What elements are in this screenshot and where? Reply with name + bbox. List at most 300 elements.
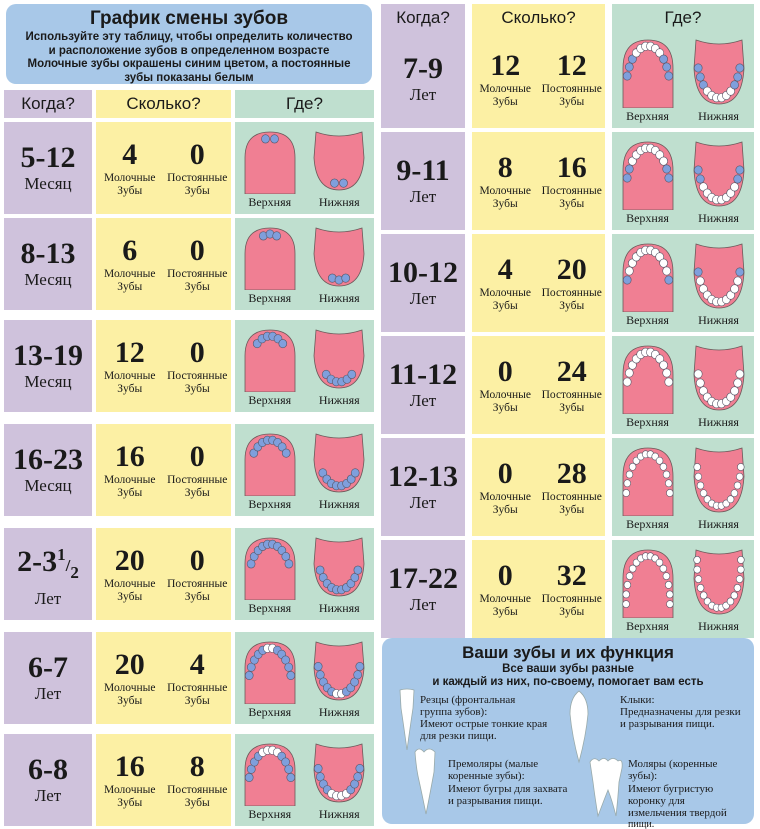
- permanent-teeth-count-label: Постоянные Зубы: [167, 578, 228, 603]
- permanent-tooth: [735, 370, 743, 378]
- canines-text: Предназначены для резки: [620, 706, 741, 718]
- molar-tooth-icon: [586, 756, 626, 818]
- molars-text: коронку для: [628, 795, 685, 807]
- upper-jaw-label: Верхняя: [248, 705, 292, 719]
- milk-teeth-count-label: Молочные Зубы: [479, 593, 531, 618]
- permanent-tooth: [730, 183, 738, 191]
- stage-age-value: 12-13: [388, 460, 458, 493]
- molars-text: пищи.: [628, 819, 655, 829]
- permanent-tooth: [662, 369, 670, 377]
- upper-jaw-diagram: [241, 430, 299, 496]
- permanent-teeth-count: 20: [556, 253, 587, 286]
- stage-age-cell: [381, 234, 465, 332]
- lower-jaw-diagram: [310, 128, 368, 194]
- permanent-tooth: [659, 259, 667, 267]
- lower-jaw-diagram: [310, 534, 368, 600]
- milk-tooth: [284, 663, 292, 671]
- molars-text: зубы):: [628, 770, 658, 782]
- upper-jaw-label: Верхняя: [248, 807, 292, 821]
- lower-jaw-diagram: [690, 342, 748, 414]
- stage-count-cell: [96, 734, 231, 826]
- stage-age: [13, 444, 83, 476]
- milk-tooth: [696, 175, 704, 183]
- stage-age-unit: Лет: [409, 187, 437, 206]
- permanent-teeth-count: 0: [189, 234, 205, 267]
- stage-age-unit: Лет: [409, 493, 437, 512]
- stage-age-cell: [381, 30, 465, 128]
- permanent-tooth: [697, 584, 704, 591]
- subtitle-line: зубы показаны белым: [124, 71, 254, 84]
- permanent-tooth: [693, 556, 700, 563]
- milk-tooth: [314, 662, 322, 670]
- page-title: График смены зубов: [89, 8, 289, 29]
- stage-age: [21, 142, 76, 174]
- milk-tooth: [662, 165, 670, 173]
- milk-tooth: [287, 671, 295, 679]
- stage-age-fraction-num: 1: [57, 545, 66, 564]
- permanent-tooth: [693, 566, 700, 573]
- upper-jaw: [619, 240, 677, 327]
- stage-age-cell: [381, 540, 465, 638]
- milk-teeth-count: 16: [114, 440, 145, 473]
- milk-tooth: [625, 63, 633, 71]
- lower-jaw-diagram: [310, 740, 368, 806]
- header-when-left: Когда?: [4, 90, 92, 118]
- permanent-tooth: [731, 490, 738, 497]
- upper-jaw-label: Верхняя: [626, 619, 669, 633]
- lower-jaw: [310, 740, 368, 821]
- header-count-left: Сколько?: [96, 90, 231, 118]
- permanent-teeth-count-label: Постоянные Зубы: [541, 185, 602, 210]
- permanent-teeth-count: 0: [189, 544, 205, 577]
- stage-age: [28, 754, 68, 786]
- stage-where-cell: [612, 234, 754, 332]
- permanent-tooth: [659, 361, 667, 369]
- permanent-teeth-count: 0: [189, 440, 205, 473]
- lower-jaw: [310, 638, 368, 719]
- stage-age-cell: [4, 632, 92, 724]
- permanent-teeth-count: 16: [556, 151, 587, 184]
- milk-tooth: [351, 469, 359, 477]
- stage-where-cell: [235, 632, 374, 724]
- stage-age-unit: Месяц: [24, 174, 72, 193]
- milk-tooth: [331, 179, 339, 187]
- upper-jaw: [241, 534, 299, 615]
- stage-age-unit: Лет: [409, 391, 437, 410]
- lower-jaw-diagram: [310, 638, 368, 704]
- upper-jaw: [241, 326, 299, 407]
- milk-tooth: [664, 72, 672, 80]
- milk-teeth-count-label: Молочные Зубы: [479, 389, 531, 414]
- stage-age-value: 16-23: [13, 443, 83, 476]
- milk-tooth: [735, 166, 743, 174]
- lower-jaw-label: Нижняя: [698, 211, 739, 225]
- lower-jaw: [690, 138, 748, 225]
- milk-teeth-count-label: Молочные Зубы: [104, 784, 156, 809]
- lower-jaw: [310, 534, 368, 615]
- molars-text: Моляры (коренные: [628, 758, 718, 770]
- upper-jaw-label: Верхняя: [248, 601, 292, 615]
- milk-tooth: [623, 72, 631, 80]
- stage-where-cell: [235, 528, 374, 620]
- milk-tooth: [279, 339, 287, 347]
- stage-age: [388, 461, 458, 493]
- stage-where-cell: [612, 30, 754, 128]
- molars-text: Имеют бугристую: [628, 783, 714, 795]
- lower-jaw-diagram: [310, 326, 368, 392]
- milk-tooth: [735, 268, 743, 276]
- incisors-text: для резки пищи.: [420, 730, 497, 742]
- lower-jaw-diagram: [690, 36, 748, 108]
- milk-teeth-count: 20: [114, 544, 145, 577]
- milk-teeth-count-label: Молочные Зубы: [104, 172, 156, 197]
- upper-jaw: [619, 342, 677, 429]
- stage-count-cell: [472, 438, 605, 536]
- milk-teeth-count: 20: [114, 648, 145, 681]
- info-subtitle: Все ваши зубы разные: [502, 663, 634, 675]
- milk-tooth: [694, 64, 702, 72]
- permanent-tooth: [733, 379, 741, 387]
- milk-tooth: [733, 73, 741, 81]
- lower-jaw: [690, 444, 748, 531]
- premolars-text: коренные зубы):: [448, 770, 525, 782]
- permanent-teeth-count-label: Постоянные Зубы: [167, 172, 228, 197]
- permanent-teeth-count-label: Постоянные Зубы: [541, 287, 602, 312]
- stage-count-cell: [96, 218, 231, 310]
- lower-jaw-label: Нижняя: [318, 393, 360, 407]
- stage-age-value: 8-13: [20, 237, 76, 270]
- upper-jaw-label: Верхняя: [626, 109, 669, 123]
- permanent-tooth: [730, 285, 738, 293]
- stage-age-cell: [4, 122, 92, 214]
- permanent-tooth: [693, 463, 700, 470]
- milk-tooth: [735, 64, 743, 72]
- permanent-teeth-count: 12: [556, 49, 587, 82]
- permanent-tooth: [733, 277, 741, 285]
- permanent-tooth: [626, 573, 633, 580]
- stage-where-cell: [235, 320, 374, 412]
- stage-age: [28, 652, 68, 684]
- stage-count-cell: [96, 528, 231, 620]
- lower-jaw-diagram: [690, 138, 748, 210]
- milk-tooth: [356, 764, 364, 772]
- incisors-text: группа зубов):: [420, 706, 488, 718]
- permanent-tooth: [622, 489, 629, 496]
- incisors-text: Резцы (фронтальная: [420, 694, 516, 706]
- milk-tooth: [287, 773, 295, 781]
- lower-jaw-label: Нижняя: [698, 415, 739, 429]
- upper-jaw-diagram: [619, 240, 677, 312]
- milk-tooth: [694, 166, 702, 174]
- permanent-teeth-count: 28: [556, 457, 587, 490]
- stage-age-value: 17-22: [388, 562, 458, 595]
- upper-jaw-label: Верхняя: [626, 517, 669, 531]
- lower-jaw: [690, 342, 748, 429]
- permanent-tooth: [659, 565, 666, 572]
- permanent-tooth: [624, 581, 631, 588]
- upper-jaw-label: Верхняя: [248, 195, 292, 209]
- stage-age: [388, 257, 458, 289]
- stage-count-cell: [96, 122, 231, 214]
- upper-jaw-diagram: [241, 534, 299, 600]
- stage-age-fraction-den: 2: [70, 563, 79, 582]
- upper-jaw-diagram: [619, 342, 677, 414]
- milk-tooth: [261, 135, 269, 143]
- permanent-tooth: [695, 576, 702, 583]
- lower-jaw-label: Нижняя: [698, 109, 739, 123]
- stage-count-cell: [472, 234, 605, 332]
- milk-tooth: [348, 370, 356, 378]
- upper-jaw-label: Верхняя: [626, 415, 669, 429]
- lower-jaw-diagram: [690, 444, 748, 516]
- milk-tooth: [340, 179, 348, 187]
- milk-tooth: [354, 773, 362, 781]
- stage-count-cell: [96, 424, 231, 516]
- lower-jaw-label: Нижняя: [318, 705, 360, 719]
- permanent-tooth: [694, 473, 701, 480]
- stage-age-cell: [4, 218, 92, 310]
- permanent-tooth: [663, 573, 670, 580]
- stage-where-cell: [612, 336, 754, 434]
- header-when-right: Когда?: [381, 4, 465, 32]
- header-count-right: Сколько?: [472, 4, 605, 32]
- milk-teeth-count: 4: [497, 253, 513, 286]
- stage-age-cell: [4, 528, 92, 620]
- permanent-tooth: [737, 566, 744, 573]
- permanent-tooth: [730, 387, 738, 395]
- stage-age: [403, 53, 443, 85]
- permanent-tooth: [622, 601, 629, 608]
- milk-tooth: [284, 765, 292, 773]
- canines-text: Клыки:: [620, 694, 655, 706]
- stage-age-cell: [4, 320, 92, 412]
- milk-teeth-count: 0: [497, 559, 513, 592]
- stage-where-cell: [612, 132, 754, 230]
- lower-jaw-label: Нижняя: [698, 517, 739, 531]
- stage-count-cell: [472, 30, 605, 128]
- upper-jaw-diagram: [241, 128, 299, 194]
- stage-age-cell: [381, 336, 465, 434]
- stage-where-cell: [235, 734, 374, 826]
- upper-jaw: [619, 36, 677, 123]
- upper-jaw-diagram: [241, 326, 299, 392]
- permanent-teeth-count: 0: [189, 336, 205, 369]
- upper-jaw-diagram: [241, 638, 299, 704]
- subtitle-line: Используйте эту таблицу, чтобы определить количество: [25, 31, 353, 43]
- permanent-tooth: [660, 463, 667, 470]
- upper-jaw-diagram: [619, 444, 677, 516]
- upper-jaw-diagram: [619, 546, 677, 618]
- stage-age-value: 7-9: [403, 52, 443, 85]
- stage-where-cell: [612, 540, 754, 638]
- upper-jaw-label: Верхняя: [248, 497, 292, 511]
- upper-jaw-label: Верхняя: [248, 291, 292, 305]
- milk-tooth: [354, 566, 362, 574]
- stage-age-unit: Месяц: [24, 372, 72, 391]
- milk-tooth: [342, 274, 350, 282]
- permanent-tooth: [736, 576, 743, 583]
- permanent-teeth-count-label: Постоянные Зубы: [167, 268, 228, 293]
- lower-jaw-label: Нижняя: [318, 291, 360, 305]
- milk-tooth: [245, 671, 253, 679]
- upper-jaw: [241, 224, 299, 305]
- stage-count-cell: [96, 632, 231, 724]
- upper-jaw-label: Верхняя: [626, 313, 669, 327]
- upper-jaw-diagram: [241, 740, 299, 806]
- stage-age-unit: Месяц: [24, 476, 72, 495]
- lower-jaw: [310, 224, 368, 305]
- upper-jaw-label: Верхняя: [248, 393, 292, 407]
- stage-count-cell: [472, 336, 605, 434]
- milk-tooth: [356, 662, 364, 670]
- info-subtitle: и каждый из них, по-своему, помогает вам есть: [432, 676, 704, 688]
- lower-jaw-label: Нижняя: [318, 497, 360, 511]
- permanent-tooth: [730, 592, 737, 599]
- stage-age-value: 5-12: [20, 141, 76, 174]
- permanent-tooth: [666, 601, 673, 608]
- permanent-teeth-count: 8: [189, 750, 205, 783]
- premolars-text: Премоляры (малые: [448, 758, 539, 770]
- lower-jaw: [310, 326, 368, 407]
- lower-jaw: [690, 240, 748, 327]
- milk-tooth: [733, 175, 741, 183]
- milk-teeth-count-label: Молочные Зубы: [104, 268, 156, 293]
- stage-where-cell: [235, 218, 374, 310]
- milk-teeth-count-label: Молочные Зубы: [104, 370, 156, 395]
- permanent-teeth-count: 0: [189, 138, 205, 171]
- permanent-teeth-count-label: Постоянные Зубы: [541, 83, 602, 108]
- permanent-teeth-count-label: Постоянные Зубы: [167, 784, 228, 809]
- canines-text: и разрывания пищи.: [620, 718, 715, 730]
- upper-jaw: [619, 138, 677, 225]
- lower-jaw: [690, 36, 748, 123]
- stage-age-unit: Месяц: [24, 270, 72, 289]
- permanent-tooth: [737, 556, 744, 563]
- milk-tooth: [285, 560, 293, 568]
- upper-jaw-label: Верхняя: [626, 211, 669, 225]
- permanent-tooth: [625, 267, 633, 275]
- milk-teeth-count: 12: [114, 336, 145, 369]
- permanent-tooth: [736, 473, 743, 480]
- milk-tooth: [314, 764, 322, 772]
- stage-age-value: 10-12: [388, 256, 458, 289]
- permanent-tooth: [697, 482, 704, 489]
- stage-where-cell: [612, 438, 754, 536]
- milk-teeth-count-label: Молочные Зубы: [104, 474, 156, 499]
- permanent-teeth-count-label: Постоянные Зубы: [167, 474, 228, 499]
- stage-age: [388, 563, 458, 595]
- milk-tooth: [245, 773, 253, 781]
- stage-age-cell: [381, 438, 465, 536]
- permanent-tooth: [623, 378, 631, 386]
- permanent-tooth: [737, 463, 744, 470]
- milk-teeth-count: 6: [122, 234, 138, 267]
- premolar-tooth-icon: [410, 746, 440, 816]
- permanent-teeth-count: 32: [556, 559, 587, 592]
- lower-jaw-diagram: [310, 224, 368, 290]
- milk-tooth: [625, 165, 633, 173]
- stage-age: [13, 340, 83, 372]
- stage-age-unit: Лет: [409, 289, 437, 308]
- stage-age-cell: [381, 132, 465, 230]
- milk-tooth: [662, 63, 670, 71]
- milk-tooth: [694, 268, 702, 276]
- lower-jaw-label: Нижняя: [698, 619, 739, 633]
- milk-teeth-count-label: Молочные Зубы: [479, 287, 531, 312]
- premolars-text: Имеют бугры для захвата: [448, 783, 568, 795]
- stage-where-cell: [235, 122, 374, 214]
- permanent-teeth-count-label: Постоянные Зубы: [167, 370, 228, 395]
- permanent-teeth-count-label: Постоянные Зубы: [541, 491, 602, 516]
- stage-age-unit: Лет: [34, 786, 62, 805]
- milk-teeth-count-label: Молочные Зубы: [479, 83, 531, 108]
- permanent-tooth: [664, 378, 672, 386]
- permanent-tooth: [696, 379, 704, 387]
- stage-where-cell: [235, 424, 374, 516]
- milk-teeth-count: 0: [497, 355, 513, 388]
- lower-jaw-diagram: [690, 240, 748, 312]
- milk-teeth-count-label: Молочные Зубы: [479, 185, 531, 210]
- permanent-tooth: [623, 480, 630, 487]
- incisors-text: Имеют острые тонкие края: [420, 718, 548, 730]
- upper-jaw: [241, 430, 299, 511]
- milk-tooth: [623, 174, 631, 182]
- header-where-left: Где?: [235, 90, 374, 118]
- title-box: [6, 4, 372, 84]
- stage-age-unit: Лет: [409, 595, 437, 614]
- milk-teeth-count-label: Молочные Зубы: [104, 682, 156, 707]
- permanent-tooth: [626, 471, 633, 478]
- stage-age: [21, 238, 76, 270]
- permanent-tooth: [734, 482, 741, 489]
- stage-age: [396, 155, 449, 187]
- milk-tooth: [696, 73, 704, 81]
- molars-text: измельчения твердой: [628, 807, 727, 819]
- lower-jaw-label: Нижняя: [698, 313, 739, 327]
- upper-jaw: [241, 740, 299, 821]
- header-where-right: Где?: [612, 4, 754, 32]
- permanent-tooth: [665, 581, 672, 588]
- permanent-teeth-count-label: Постоянные Зубы: [541, 593, 602, 618]
- stage-age-unit: Лет: [34, 589, 62, 608]
- incisor-tooth-icon: [396, 688, 418, 752]
- milk-tooth: [730, 81, 738, 89]
- stage-age-value: 6-8: [28, 753, 68, 786]
- milk-tooth: [664, 174, 672, 182]
- stage-age: $2-3^1/_2$: [17, 545, 79, 582]
- lower-jaw-diagram: [690, 546, 748, 618]
- milk-tooth: [623, 276, 631, 284]
- upper-jaw-diagram: [241, 224, 299, 290]
- milk-teeth-count: 8: [497, 151, 513, 184]
- milk-tooth: [282, 449, 290, 457]
- milk-teeth-count: 12: [490, 49, 521, 82]
- milk-tooth: [354, 671, 362, 679]
- stage-count-cell: [472, 540, 605, 638]
- milk-teeth-count-label: Молочные Зубы: [479, 491, 531, 516]
- milk-teeth-count: 4: [122, 138, 138, 171]
- premolars-text: и разрывания пищи.: [448, 795, 543, 807]
- subtitle-line: и расположение зубов в определенном возрасте: [48, 44, 330, 57]
- permanent-tooth: [622, 591, 629, 598]
- upper-jaw-diagram: [619, 138, 677, 210]
- stage-age-value: 6-7: [28, 651, 68, 684]
- permanent-tooth: [734, 584, 741, 591]
- info-title: Ваши зубы и их функция: [462, 643, 674, 662]
- stage-age-value: 9-11: [396, 154, 450, 187]
- permanent-teeth-count: 4: [189, 648, 205, 681]
- stage-age-cell: [4, 424, 92, 516]
